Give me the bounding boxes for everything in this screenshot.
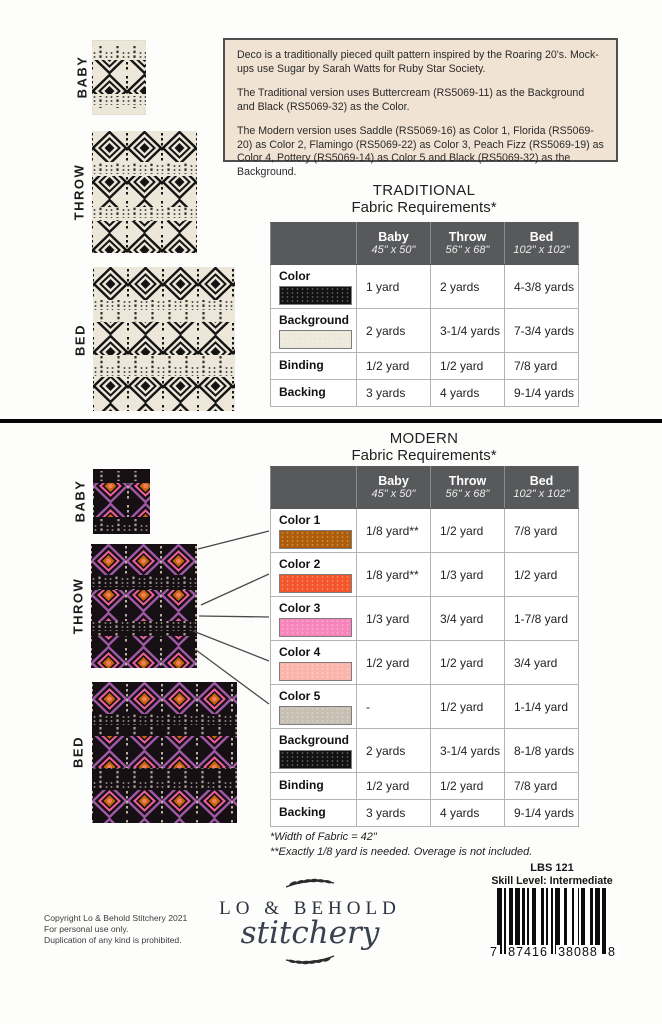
fabric-row bbox=[271, 265, 579, 309]
section-divider bbox=[0, 419, 662, 423]
yardage-cell: 7-3/4 yards bbox=[505, 309, 579, 353]
fabric-swatch bbox=[279, 750, 352, 769]
barcode-digit-group: 38088 bbox=[558, 945, 598, 959]
row-label: Color 4 bbox=[279, 645, 321, 659]
yardage-cell: 1/2 yard bbox=[431, 685, 505, 729]
modern-bed-label: BED bbox=[70, 736, 86, 768]
column-header-throw bbox=[431, 467, 505, 509]
yardage-cell: 1/8 yard** bbox=[357, 553, 431, 597]
row-header bbox=[271, 597, 357, 641]
yardage-cell: 3/4 yard bbox=[431, 597, 505, 641]
fabric-swatch bbox=[279, 530, 352, 549]
row-header bbox=[271, 509, 357, 553]
row-header bbox=[271, 309, 357, 353]
yardage-cell: 1/2 yard bbox=[357, 353, 431, 380]
fabric-swatch bbox=[279, 706, 352, 725]
yardage-cell: 8-1/8 yards bbox=[505, 729, 579, 773]
traditional-bed-label: BED bbox=[72, 324, 88, 356]
column-header-baby bbox=[357, 467, 431, 509]
column-header-bed bbox=[505, 467, 579, 509]
row-header bbox=[271, 380, 357, 407]
yardage-cell: 4-3/8 yards bbox=[505, 265, 579, 309]
traditional-section-title: TRADITIONAL bbox=[372, 182, 476, 199]
quilt-mockup-traditional-throw bbox=[92, 131, 197, 253]
row-label: Binding bbox=[279, 777, 324, 792]
quilt-mockup-traditional-bed bbox=[93, 267, 235, 411]
copyright-text bbox=[44, 913, 187, 946]
fabric-swatch bbox=[279, 330, 352, 349]
yardage-cell: 1-1/4 yard bbox=[505, 685, 579, 729]
footnotes bbox=[270, 830, 532, 859]
fabric-row bbox=[271, 641, 579, 685]
yardage-cell: 9-1/4 yards bbox=[505, 380, 579, 407]
traditional-section-subtitle: Fabric Requirements* bbox=[351, 199, 497, 216]
product-code-block bbox=[452, 862, 652, 887]
fabric-row bbox=[271, 773, 579, 800]
yardage-cell: 1/3 yard bbox=[357, 597, 431, 641]
copyright-line: Copyright Lo & Behold Stitchery 2021 bbox=[44, 913, 188, 923]
column-size: 45" x 50" bbox=[371, 244, 416, 256]
laurel-sprig-icon bbox=[283, 952, 337, 969]
yardage-cell: 2 yards bbox=[357, 729, 431, 773]
quilt-mockup-traditional-baby bbox=[92, 40, 146, 115]
yardage-cell: 9-1/4 yards bbox=[505, 800, 579, 827]
modern-section-title: MODERN bbox=[389, 430, 459, 447]
fabric-row bbox=[271, 685, 579, 729]
barcode-digit-group: 87416 bbox=[508, 945, 548, 959]
row-header bbox=[271, 353, 357, 380]
column-name: Throw bbox=[448, 474, 487, 488]
row-label: Color 2 bbox=[279, 557, 321, 571]
fabric-row bbox=[271, 380, 579, 407]
row-header bbox=[271, 729, 357, 773]
fabric-row bbox=[271, 553, 579, 597]
yardage-cell: 1/3 yard bbox=[431, 553, 505, 597]
fabric-row bbox=[271, 729, 579, 773]
column-size: 56" x 68" bbox=[445, 244, 490, 256]
row-header bbox=[271, 265, 357, 309]
fabric-swatch bbox=[279, 574, 352, 593]
yardage-cell: 1/2 yard bbox=[431, 509, 505, 553]
lo-and-behold-logo bbox=[208, 874, 412, 974]
fabric-row bbox=[271, 309, 579, 353]
column-name: Bed bbox=[529, 230, 554, 244]
column-name: Bed bbox=[529, 474, 554, 488]
footnote-overage: **Exactly 1/8 yard is needed. Overage is not included. bbox=[270, 845, 533, 858]
modern-fabric-table bbox=[270, 466, 579, 827]
column-name: Throw bbox=[448, 230, 487, 244]
barcode bbox=[490, 888, 616, 959]
row-header bbox=[271, 641, 357, 685]
yardage-cell: 7/8 yard bbox=[505, 509, 579, 553]
yardage-cell: 1/2 yard bbox=[505, 553, 579, 597]
yardage-cell: 1/2 yard bbox=[431, 353, 505, 380]
table-corner-cell bbox=[271, 223, 357, 265]
column-name: Baby bbox=[378, 474, 409, 488]
barcode-digits bbox=[488, 945, 618, 959]
fabric-row bbox=[271, 509, 579, 553]
yardage-cell: 1/2 yard bbox=[431, 641, 505, 685]
fabric-swatch bbox=[279, 618, 352, 637]
fabric-row bbox=[271, 597, 579, 641]
row-header bbox=[271, 773, 357, 800]
yardage-cell: 3 yards bbox=[357, 800, 431, 827]
row-label: Color 3 bbox=[279, 601, 321, 615]
column-name: Baby bbox=[378, 230, 409, 244]
traditional-fabric-table bbox=[270, 222, 579, 407]
laurel-sprig-icon bbox=[283, 874, 337, 891]
description-paragraph: The Modern version uses Saddle (RS5069-16) as Color 1, Florida (RS5069-20) as Color 2, Flamingo (RS5069-22) as Color 3, Peach Fizz (RS5069-19) as Color 4, Pottery (RS5069-14) as Color 5 and Black (RS5069-32) as the Background. bbox=[237, 125, 604, 178]
row-label: Color bbox=[279, 269, 311, 283]
row-label: Color 5 bbox=[279, 689, 321, 703]
fabric-swatch bbox=[279, 662, 352, 681]
column-header-throw bbox=[431, 223, 505, 265]
row-header bbox=[271, 553, 357, 597]
copyright-line: For personal use only. bbox=[44, 924, 129, 934]
quilt-mockup-modern-baby bbox=[93, 469, 150, 534]
product-code: LBS 121 bbox=[530, 862, 574, 874]
yardage-cell: 2 yards bbox=[431, 265, 505, 309]
modern-section-subtitle: Fabric Requirements* bbox=[351, 447, 497, 464]
modern-baby-label: BABY bbox=[72, 479, 88, 523]
yardage-cell: 3 yards bbox=[357, 380, 431, 407]
barcode-digit-group: 7 bbox=[490, 945, 498, 959]
column-header-baby bbox=[357, 223, 431, 265]
pattern-description-box bbox=[223, 38, 618, 178]
traditional-throw-label: THROW bbox=[71, 163, 87, 221]
column-size: 102" x 102" bbox=[513, 244, 570, 256]
fabric-row bbox=[271, 800, 579, 827]
yardage-cell: 7/8 yard bbox=[505, 353, 579, 380]
row-label: Binding bbox=[279, 357, 324, 372]
yardage-cell: 4 yards bbox=[431, 380, 505, 407]
yardage-cell: 7/8 yard bbox=[505, 773, 579, 800]
fabric-row bbox=[271, 353, 579, 380]
row-header bbox=[271, 685, 357, 729]
row-header bbox=[271, 800, 357, 827]
yardage-cell: 1/2 yard bbox=[357, 641, 431, 685]
logo-name-text: LO & BEHOLD bbox=[219, 898, 401, 919]
yardage-cell: 4 yards bbox=[431, 800, 505, 827]
yardage-cell: - bbox=[357, 685, 431, 729]
table-corner-cell bbox=[271, 467, 357, 509]
yardage-cell: 3/4 yard bbox=[505, 641, 579, 685]
row-label: Backing bbox=[279, 384, 326, 399]
column-header-bed bbox=[505, 223, 579, 265]
skill-level: Skill Level: Intermediate bbox=[491, 875, 613, 887]
quilt-mockup-modern-throw bbox=[91, 544, 197, 668]
traditional-baby-label: BABY bbox=[74, 55, 90, 99]
yardage-cell: 2 yards bbox=[357, 309, 431, 353]
column-size: 102" x 102" bbox=[513, 488, 570, 500]
yardage-cell: 3-1/4 yards bbox=[431, 309, 505, 353]
yardage-cell: 1 yard bbox=[357, 265, 431, 309]
quilt-mockup-modern-bed bbox=[92, 682, 237, 823]
row-label: Background bbox=[279, 313, 350, 327]
row-label: Backing bbox=[279, 804, 326, 819]
fabric-swatch bbox=[279, 286, 352, 305]
yardage-cell: 1/8 yard** bbox=[357, 509, 431, 553]
yardage-cell: 1-7/8 yard bbox=[505, 597, 579, 641]
column-size: 45" x 50" bbox=[371, 488, 416, 500]
barcode-digit-group: 8 bbox=[608, 945, 616, 959]
description-paragraph: The Traditional version uses Buttercream (RS5069-11) as the Background and Black (RS5069-32) as the Color. bbox=[237, 87, 585, 113]
footnote-width-of-fabric: *Width of Fabric = 42" bbox=[270, 831, 377, 843]
yardage-cell: 3-1/4 yards bbox=[431, 729, 505, 773]
row-label: Color 1 bbox=[279, 513, 321, 527]
column-size: 56" x 68" bbox=[445, 488, 490, 500]
logo-script-text: stitchery bbox=[240, 915, 380, 951]
description-paragraph: Deco is a traditionally pieced quilt pattern inspired by the Roaring 20's. Mock-ups use Sugar by Sarah Watts for Ruby Star Society. bbox=[237, 49, 599, 75]
yardage-cell: 1/2 yard bbox=[431, 773, 505, 800]
modern-throw-label: THROW bbox=[70, 577, 86, 635]
row-label: Background bbox=[279, 733, 350, 747]
yardage-cell: 1/2 yard bbox=[357, 773, 431, 800]
copyright-line: Duplication of any kind is prohibited. bbox=[44, 935, 182, 945]
